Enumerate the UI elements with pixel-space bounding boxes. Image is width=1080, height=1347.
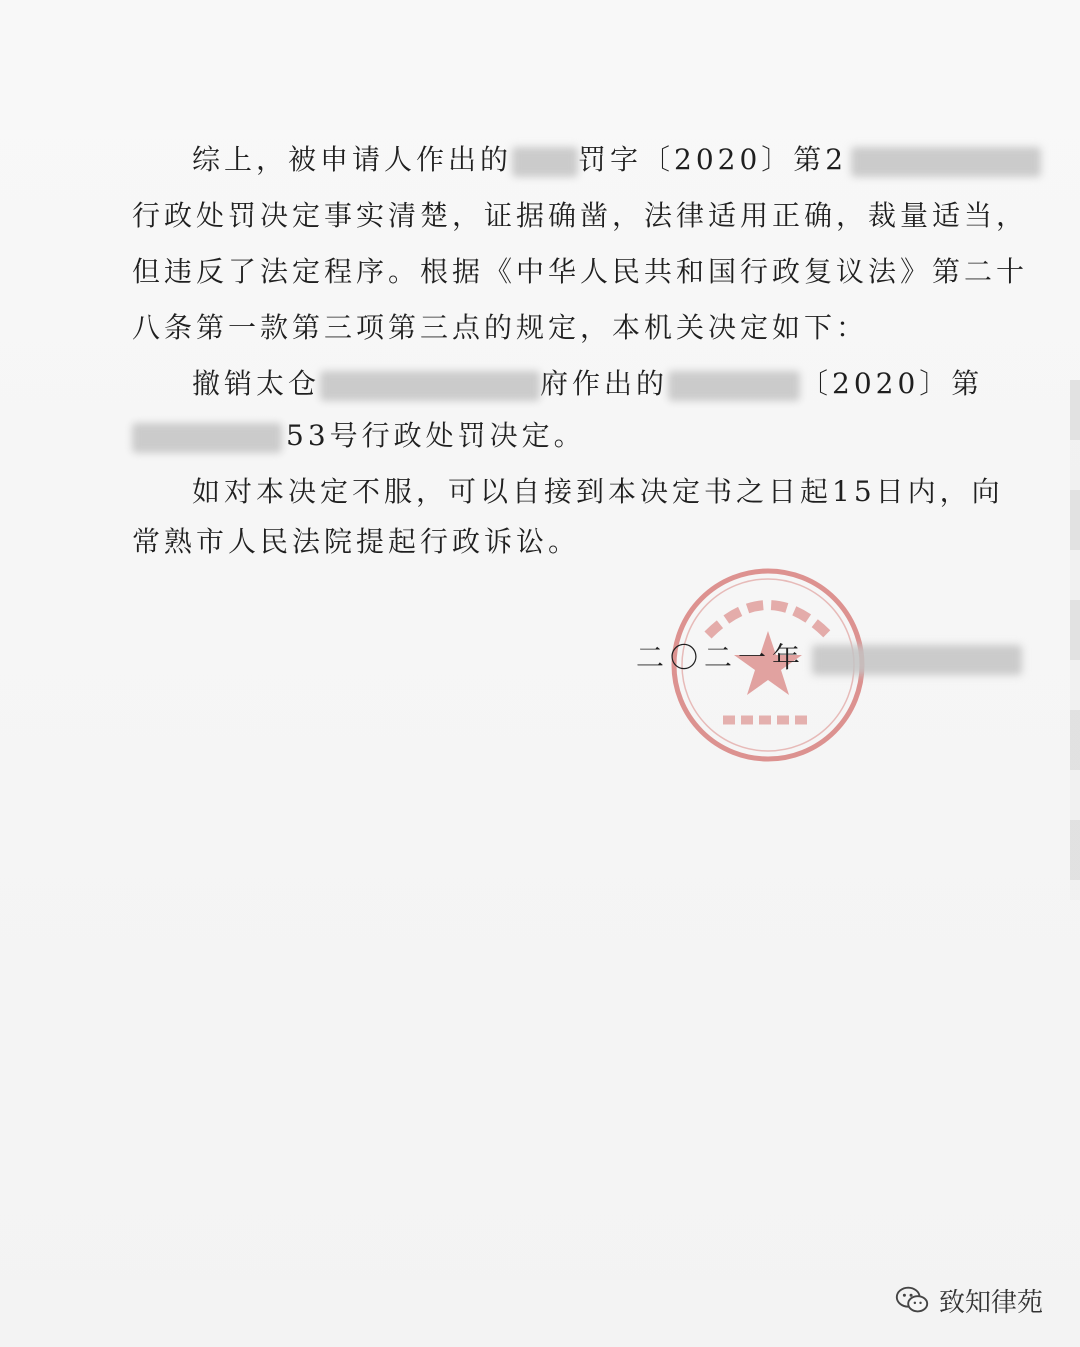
text-fragment: 常熟市人民法院提起行政诉讼。 [132,525,581,558]
paragraph-2-line-2 [132,416,586,456]
paragraph-3-line-2 [132,522,580,562]
redaction-blur [851,147,1041,177]
text-fragment: 罚字〔2020〕第2 [578,143,848,176]
text-fragment: 综上，被申请人作出的 [192,143,513,176]
wechat-icon [893,1281,931,1319]
text-fragment: 府作出的 [540,367,669,400]
redaction-blur [812,645,1022,675]
paragraph-2-line-1 [192,364,983,404]
paragraph-1-line-4 [132,308,868,348]
text-fragment: 如对本决定不服，可以自接到本决定书之日起15日内，向 [192,475,1004,508]
text-fragment: 行政处罚决定事实清楚，证据确凿，法律适用正确，裁量适当， [132,199,1029,232]
text-fragment: 撤销太仓 [192,367,321,400]
page-edge-shadow [1070,380,1080,900]
wechat-watermark [893,1280,1043,1320]
text-fragment: 八条第一款第三项第三点的规定，本机关决定如下： [132,311,869,344]
paragraph-3-line-1 [192,472,1004,512]
redaction-blur [668,371,800,401]
date-text: 二〇二一年 [636,641,807,674]
watermark-text: 致知律苑 [939,1287,1044,1318]
redaction-blur [512,147,578,177]
paragraph-1-line-2 [132,196,1028,236]
paragraph-1-line-1 [192,140,1041,180]
paragraph-1-line-3 [132,252,1028,292]
text-fragment: 〔2020〕第 [800,367,984,400]
signature-date [636,636,1022,676]
text-fragment: 53号行政处罚决定。 [286,419,586,452]
text-fragment: 但违反了法定程序。根据《中华人民共和国行政复议法》第二十 [132,255,1029,288]
redaction-blur [132,423,282,453]
redaction-blur [320,371,540,401]
